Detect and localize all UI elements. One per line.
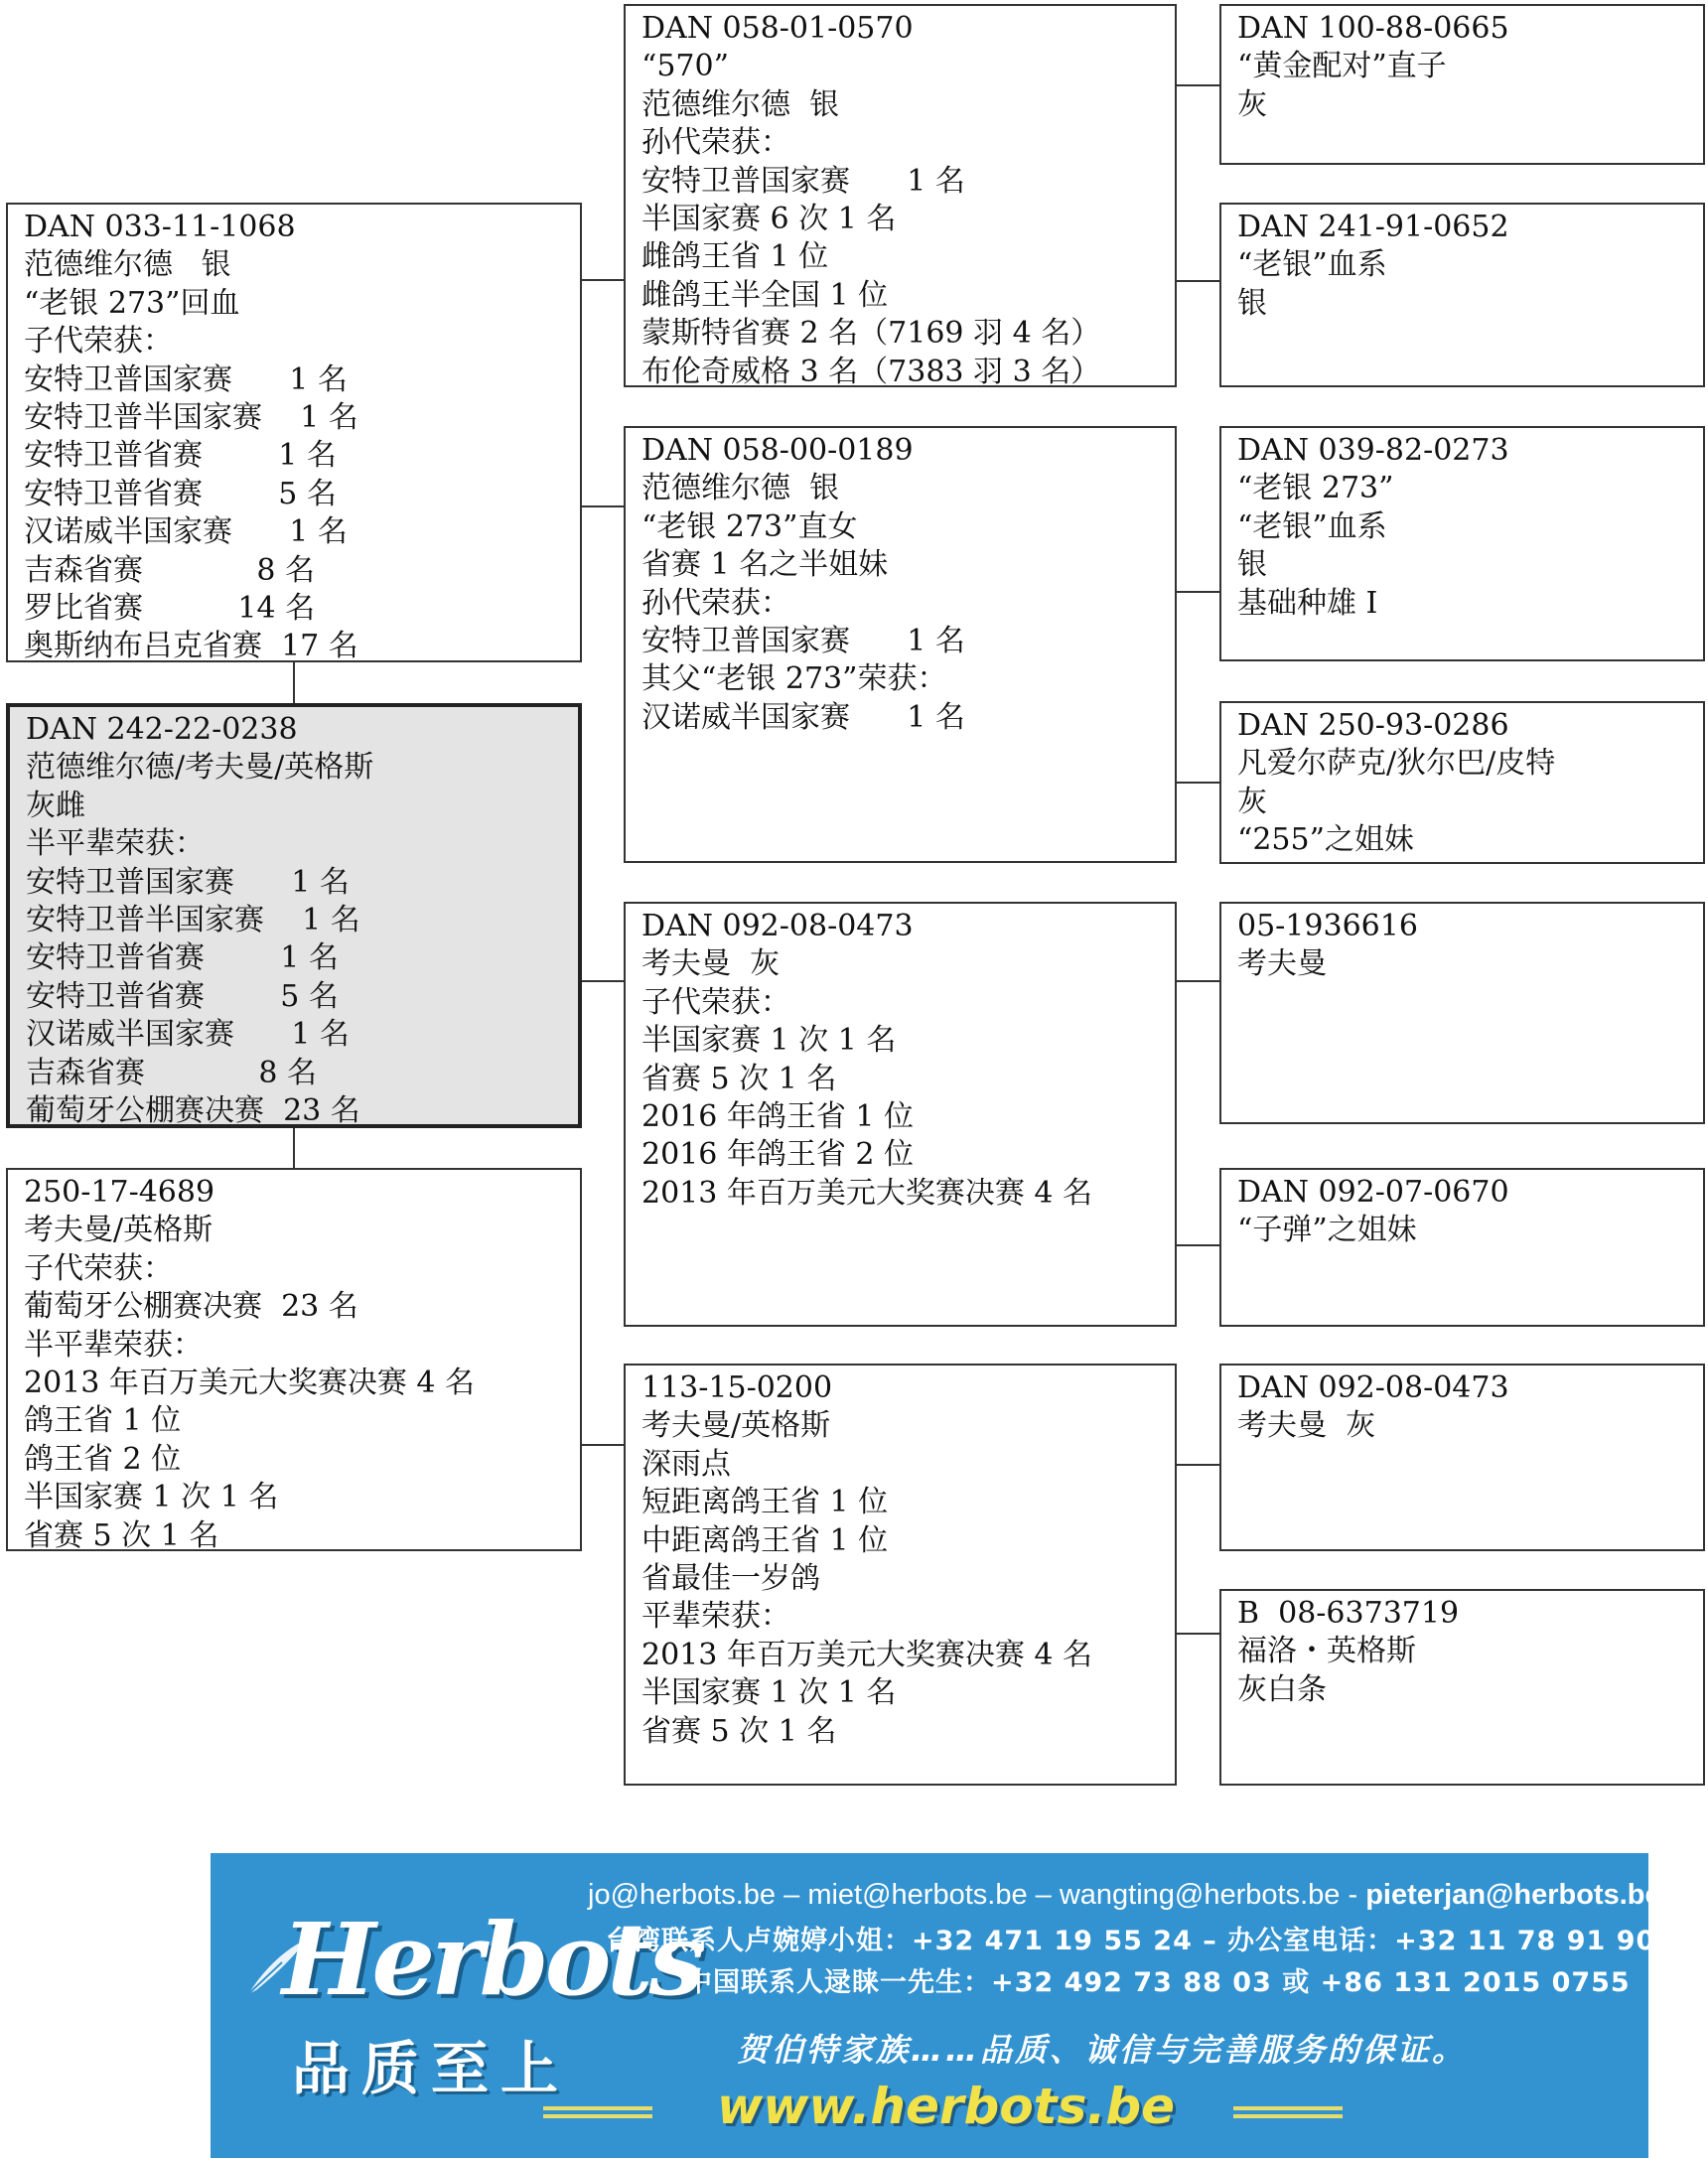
ggp-line: 银 bbox=[1237, 285, 1267, 321]
subject-line: 范德维尔德/考夫曼/英格斯 bbox=[26, 750, 374, 786]
ggp-line: 银 bbox=[1237, 547, 1267, 583]
email-separator: – bbox=[776, 1879, 808, 1911]
sire-dam-line: “老银 273”直女 bbox=[641, 508, 858, 544]
sire-dam-line: 省赛 1 名之半姐妹 bbox=[641, 547, 889, 583]
sire-sire-line: 雌鸽王半全国 1 位 bbox=[641, 277, 889, 313]
sire-line: 安特卫普省赛 5 名 bbox=[24, 476, 337, 511]
dam-dam-line: 深雨点 bbox=[641, 1446, 731, 1482]
email-separator: - bbox=[1340, 1879, 1366, 1911]
ggp-line: 灰 bbox=[1237, 784, 1267, 819]
decorative-divider bbox=[1233, 2106, 1343, 2110]
dam-sire-ring-number: DAN 092-08-0473 bbox=[641, 909, 914, 943]
ggp-card-8 bbox=[1219, 1589, 1705, 1786]
sire-sire-line: 孙代荣获： bbox=[641, 125, 790, 161]
email-link-jo[interactable]: jo@herbots.be bbox=[588, 1879, 777, 1911]
sire-ring-number: DAN 033-11-1068 bbox=[24, 210, 296, 244]
sire-sire-line: 范德维尔德 银 bbox=[641, 86, 840, 122]
email-link-miet[interactable]: miet@herbots.be bbox=[807, 1879, 1028, 1911]
ggp-card-3 bbox=[1219, 426, 1705, 661]
decorative-divider bbox=[543, 2114, 652, 2118]
sire-line: 子代荣获： bbox=[24, 324, 173, 360]
dam-sire-line: 省赛 5 次 1 名 bbox=[641, 1061, 837, 1096]
ggp-line: “老银”血系 bbox=[1237, 247, 1387, 283]
subject-line: 葡萄牙公棚赛决赛 23 名 bbox=[26, 1092, 360, 1128]
ggp-card-4 bbox=[1219, 701, 1705, 864]
decorative-divider bbox=[1233, 2114, 1343, 2118]
email-separator: – bbox=[1027, 1879, 1060, 1911]
dam-dam-line: 平辈荣获： bbox=[641, 1599, 790, 1635]
subject-ring-number: DAN 242-22-0238 bbox=[26, 712, 298, 747]
herbots-banner bbox=[211, 1853, 1661, 2158]
slogan-text: 品质至上 bbox=[292, 2035, 571, 2102]
dam-sire-line: 考夫曼 灰 bbox=[641, 946, 781, 982]
dam-sire-line: 半国家赛 1 次 1 名 bbox=[641, 1023, 897, 1059]
ggp-line: “黄金配对”直子 bbox=[1237, 49, 1447, 84]
ggp-ring-number: DAN 092-08-0473 bbox=[1237, 1370, 1509, 1405]
ggp-card-6 bbox=[1219, 1168, 1705, 1327]
sire-line: 安特卫普省赛 1 名 bbox=[24, 438, 337, 474]
dam-line: 鸽王省 2 位 bbox=[24, 1441, 182, 1477]
ggp-ring-number: 05-1936616 bbox=[1237, 909, 1418, 943]
dam-line: 子代荣获： bbox=[24, 1250, 173, 1286]
sire-sire-line: 布伦奇威格 3 名（7383 羽 3 名） bbox=[641, 354, 1101, 387]
herbots-logo bbox=[232, 1893, 701, 2102]
ggp-line: 福洛・英格斯 bbox=[1237, 1634, 1416, 1669]
sire-line: 吉森省赛 8 名 bbox=[24, 552, 316, 588]
sire-dam-line: 孙代荣获： bbox=[641, 585, 790, 621]
sire-line: “老银 273”回血 bbox=[24, 285, 240, 321]
dam-dam-line: 中距离鸽王省 1 位 bbox=[641, 1522, 889, 1558]
website-link[interactable]: www.herbots.be bbox=[717, 2078, 1176, 2135]
ggp-line: 灰白条 bbox=[1237, 1671, 1327, 1707]
ggp-ring-number: DAN 039-82-0273 bbox=[1237, 433, 1509, 468]
ggp-line: “255”之姐妹 bbox=[1237, 822, 1414, 858]
ggp-ring-number: DAN 241-91-0652 bbox=[1237, 210, 1509, 244]
ggp-line: 基础种雄 I bbox=[1237, 585, 1378, 621]
decorative-divider bbox=[543, 2106, 652, 2110]
sire-dam-line: 范德维尔德 银 bbox=[641, 471, 840, 506]
subject-line: 安特卫普省赛 5 名 bbox=[26, 978, 339, 1014]
contact-china: 中国联系人逯睐一先生：+32 492 73 88 03 或 +86 131 2015 0755 bbox=[685, 1967, 1631, 1998]
sire-sire-line: “570” bbox=[641, 49, 729, 84]
ggp-ring-number: DAN 100-88-0665 bbox=[1237, 11, 1509, 46]
sire-sire-card bbox=[624, 4, 1177, 387]
subject-line: 吉森省赛 8 名 bbox=[26, 1055, 318, 1090]
sire-sire-line: 半国家赛 6 次 1 名 bbox=[641, 201, 897, 236]
subject-line: 安特卫普省赛 1 名 bbox=[26, 940, 339, 976]
dam-line: 半平辈荣获： bbox=[24, 1327, 203, 1363]
email-link-wangting[interactable]: wangting@herbots.be bbox=[1059, 1879, 1341, 1911]
ggp-line: “子弹”之姐妹 bbox=[1237, 1213, 1417, 1248]
sire-dam-line: 其父“老银 273”荣获： bbox=[641, 661, 947, 697]
sire-line: 范德维尔德 银 bbox=[24, 247, 231, 283]
sire-sire-line: 蒙斯特省赛 2 名（7169 羽 4 名） bbox=[641, 316, 1101, 352]
dam-dam-ring-number: 113-15-0200 bbox=[641, 1370, 833, 1405]
dam-dam-line: 2013 年百万美元大奖赛决赛 4 名 bbox=[641, 1637, 1093, 1672]
dam-dam-line: 半国家赛 1 次 1 名 bbox=[641, 1675, 897, 1711]
dam-sire-card bbox=[624, 902, 1177, 1327]
ggp-line: “老银 273” bbox=[1237, 471, 1394, 506]
dam-dam-card bbox=[624, 1364, 1177, 1786]
subject-line: 灰雌 bbox=[26, 788, 85, 823]
ggp-card-7 bbox=[1219, 1364, 1705, 1551]
ggp-ring-number: B 08-6373719 bbox=[1237, 1596, 1460, 1631]
subject-line: 汉诺威半国家赛 1 名 bbox=[26, 1017, 350, 1053]
tagline: 贺伯特家族……品质、诚信与完善服务的保证。 bbox=[737, 2031, 1468, 2069]
dam-line: 2013 年百万美元大奖赛决赛 4 名 bbox=[24, 1365, 476, 1400]
email-list bbox=[588, 1879, 1661, 1912]
dam-sire-line: 2013 年百万美元大奖赛决赛 4 名 bbox=[641, 1175, 1093, 1211]
dam-sire-line: 子代荣获： bbox=[641, 984, 790, 1020]
sire-sire-line: 雌鸽王省 1 位 bbox=[641, 239, 829, 275]
dam-sire-line: 2016 年鸽王省 1 位 bbox=[641, 1098, 915, 1134]
dam-ring-number: 250-17-4689 bbox=[24, 1175, 215, 1210]
subject-pigeon-card bbox=[6, 703, 582, 1128]
dam-dam-line: 短距离鸽王省 1 位 bbox=[641, 1485, 889, 1520]
ggp-line: 灰 bbox=[1237, 86, 1267, 122]
sire-card bbox=[6, 203, 582, 662]
sire-line: 奥斯纳布吕克省赛 17 名 bbox=[24, 629, 358, 662]
ggp-ring-number: DAN 250-93-0286 bbox=[1237, 708, 1509, 743]
sire-sire-line: 安特卫普国家赛 1 名 bbox=[641, 163, 965, 199]
sire-sire-ring-number: DAN 058-01-0570 bbox=[641, 11, 914, 46]
logo-text: Herbots bbox=[282, 1901, 701, 2018]
ggp-line: 凡爱尔萨克/狄尔巴/皮特 bbox=[1237, 746, 1556, 782]
email-link-pieterjan[interactable]: pieterjan@herbots.be bbox=[1365, 1879, 1661, 1911]
dam-card bbox=[6, 1168, 582, 1551]
ggp-card-1 bbox=[1219, 4, 1705, 165]
subject-line: 安特卫普国家赛 1 名 bbox=[26, 864, 350, 900]
sire-dam-line: 汉诺威半国家赛 1 名 bbox=[641, 699, 965, 735]
sire-dam-ring-number: DAN 058-00-0189 bbox=[641, 433, 914, 468]
sire-dam-line: 安特卫普国家赛 1 名 bbox=[641, 623, 965, 658]
sire-line: 罗比省赛 14 名 bbox=[24, 590, 316, 626]
dam-line: 半国家赛 1 次 1 名 bbox=[24, 1480, 279, 1515]
sire-line: 汉诺威半国家赛 1 名 bbox=[24, 514, 348, 550]
ggp-line: 考夫曼 灰 bbox=[1237, 1408, 1376, 1444]
dam-line: 考夫曼/英格斯 bbox=[24, 1213, 214, 1248]
subject-line: 安特卫普半国家赛 1 名 bbox=[26, 902, 360, 937]
sire-line: 安特卫普半国家赛 1 名 bbox=[24, 399, 358, 435]
ggp-card-2 bbox=[1219, 203, 1705, 387]
dam-dam-line: 考夫曼/英格斯 bbox=[641, 1408, 831, 1444]
contact-taiwan: 台湾联系人卢婉婷小姐：+32 471 19 55 24 – 办公室电话：+32 11 78 91 90 bbox=[606, 1926, 1656, 1956]
dam-sire-line: 2016 年鸽王省 2 位 bbox=[641, 1137, 915, 1173]
dam-dam-line: 省最佳一岁鸽 bbox=[641, 1560, 820, 1596]
ggp-line: “老银”血系 bbox=[1237, 508, 1387, 544]
dam-line: 葡萄牙公棚赛决赛 23 名 bbox=[24, 1289, 358, 1325]
ggp-card-5 bbox=[1219, 902, 1705, 1124]
dam-line: 省赛 5 次 1 名 bbox=[24, 1517, 219, 1551]
sire-line: 安特卫普国家赛 1 名 bbox=[24, 361, 348, 397]
dam-dam-line: 省赛 5 次 1 名 bbox=[641, 1713, 837, 1749]
subject-line: 半平辈荣获： bbox=[26, 826, 205, 862]
dam-line: 鸽王省 1 位 bbox=[24, 1403, 182, 1439]
sire-dam-card bbox=[624, 426, 1177, 863]
ggp-ring-number: DAN 092-07-0670 bbox=[1237, 1175, 1509, 1210]
ggp-line: 考夫曼 bbox=[1237, 946, 1327, 982]
